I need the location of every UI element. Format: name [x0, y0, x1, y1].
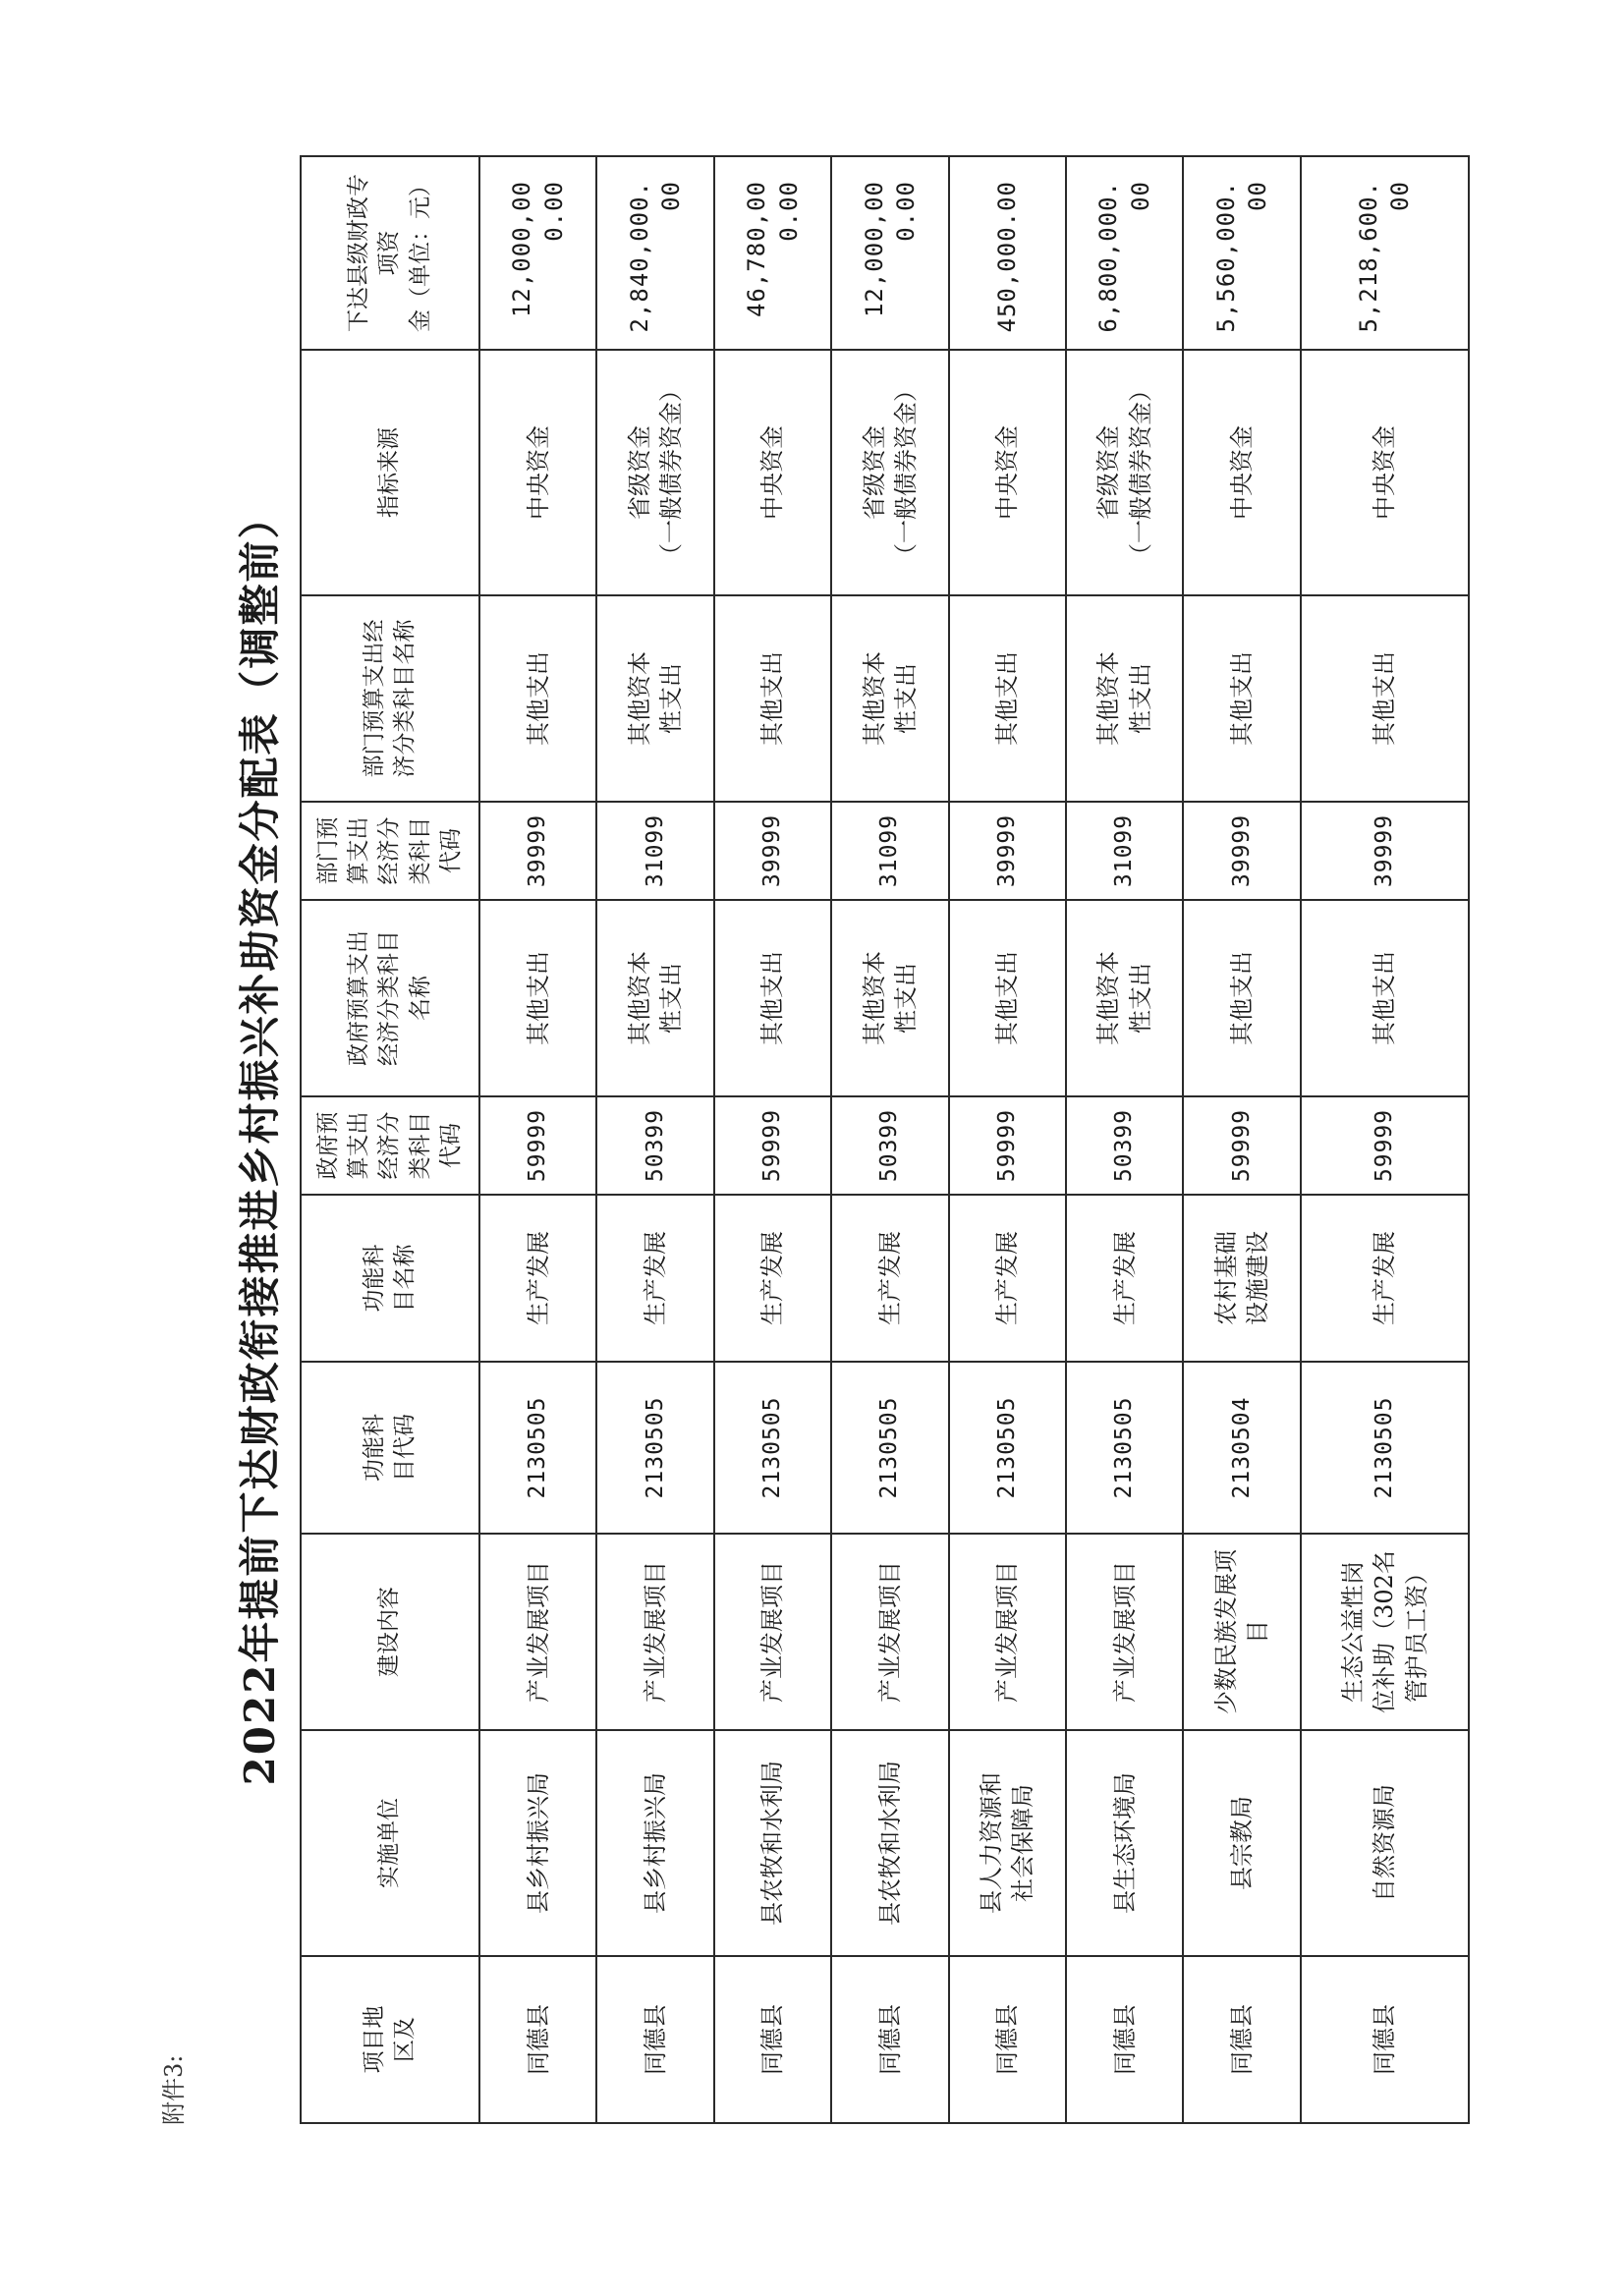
- cell-amount: 6,800,000.00: [1066, 156, 1183, 350]
- table-row: [1301, 156, 1469, 2123]
- text-line: 社会保障局: [1009, 1784, 1037, 1902]
- cell-func-code: 2130505: [831, 1362, 948, 1534]
- text-line: 其他支出: [993, 651, 1022, 746]
- cell-unit: [479, 1730, 596, 1956]
- text-line: 名称: [407, 976, 433, 1021]
- cell-content: [596, 1534, 713, 1730]
- cell-dept-code: 39999: [479, 802, 596, 900]
- text-line: 县农牧和水利局: [875, 1761, 904, 1926]
- text-line: 其他资本: [1094, 651, 1123, 746]
- text-line: 县宗教局: [1227, 1796, 1256, 1890]
- cell-gov-code: 50399: [596, 1096, 713, 1195]
- text-line: （一般债券资金）: [657, 378, 686, 567]
- cell-region: 同德县: [714, 1956, 831, 2123]
- header-row: [301, 156, 479, 2123]
- header-gov-name: [301, 900, 479, 1096]
- cell-region: 同德县: [1301, 1956, 1469, 2123]
- cell-gov-code: 59999: [949, 1096, 1066, 1195]
- text-line: 县农牧和水利局: [758, 1761, 787, 1926]
- cell-dept-code: 31099: [1066, 802, 1183, 900]
- text-line: 金（单位：元）: [407, 174, 433, 332]
- text-line: 性支出: [891, 663, 920, 734]
- text-line: 设施建设: [1244, 1231, 1272, 1325]
- cell-func-name: [714, 1195, 831, 1362]
- text-line: 中央资金: [524, 425, 552, 520]
- cell-gov-name: [831, 900, 948, 1096]
- allocation-table: [300, 155, 1470, 2124]
- text-line: 生产发展: [1371, 1231, 1399, 1325]
- cell-unit: [1301, 1730, 1469, 1956]
- text-line: 代码: [437, 828, 464, 873]
- cell-region: 同德县: [479, 1956, 596, 2123]
- cell-func-code: 2130505: [596, 1362, 713, 1534]
- cell-region: 同德县: [949, 1956, 1066, 2123]
- cell-func-name: [831, 1195, 948, 1362]
- text-line: 产业发展项目: [641, 1561, 669, 1703]
- table-row: [1183, 156, 1300, 2123]
- table-row: [479, 156, 596, 2123]
- text-line: 位补助（302名: [1371, 1550, 1399, 1713]
- text-line: 县人力资源和: [977, 1772, 1005, 1914]
- text-line: 中央资金: [758, 425, 787, 520]
- text-line: 生产发展: [1110, 1231, 1139, 1325]
- text-line: 代码: [437, 1123, 464, 1168]
- cell-source: [1301, 350, 1469, 595]
- cell-func-name: [596, 1195, 713, 1362]
- text-line: 项目地: [361, 2005, 387, 2074]
- table-row: [1066, 156, 1183, 2123]
- cell-unit: [1183, 1730, 1300, 1956]
- cell-func-code: 2130505: [1301, 1362, 1469, 1534]
- text-line: 目代码: [392, 1414, 418, 1482]
- text-line: （一般债券资金）: [1126, 378, 1154, 567]
- cell-content: [1301, 1534, 1469, 1730]
- text-line: 其他资本: [625, 651, 653, 746]
- cell-gov-name: [949, 900, 1066, 1096]
- cell-unit: [1066, 1730, 1183, 1956]
- cell-gov-name: [1183, 900, 1300, 1096]
- header-content: 建设内容: [301, 1534, 479, 1730]
- cell-source: [949, 350, 1066, 595]
- cell-content: [1066, 1534, 1183, 1730]
- header-gov-code: [301, 1096, 479, 1195]
- attachment-label: 附件3:: [160, 2054, 188, 2125]
- cell-dept-name: [479, 595, 596, 802]
- text-line: 经济分类科目: [376, 930, 403, 1066]
- text-line: 性支出: [1126, 663, 1154, 734]
- text-line: 性支出: [657, 963, 686, 1034]
- text-line: 产业发展项目: [993, 1561, 1022, 1703]
- cell-unit: [949, 1730, 1066, 1956]
- text-line: 部门预算支出经: [361, 619, 387, 778]
- text-line: 其他支出: [758, 651, 787, 746]
- text-line: 功能科: [361, 1244, 387, 1313]
- table-row: [831, 156, 948, 2123]
- cell-source: [596, 350, 713, 595]
- text-line: 政府预算支出: [346, 930, 372, 1066]
- text-line: 其他资本: [860, 951, 888, 1045]
- cell-content: [1183, 1534, 1300, 1730]
- cell-dept-code: 39999: [714, 802, 831, 900]
- text-line: 政府预: [315, 1111, 342, 1180]
- header-source: 指标来源: [301, 350, 479, 595]
- text-line: 区及: [392, 2017, 418, 2062]
- text-line: 部门预: [315, 816, 342, 885]
- cell-region: 同德县: [1183, 1956, 1300, 2123]
- cell-func-name: [1183, 1195, 1300, 1362]
- cell-gov-code: 59999: [479, 1096, 596, 1195]
- text-line: 济分类科目名称: [392, 619, 418, 778]
- text-line: 其他支出: [993, 951, 1022, 1045]
- text-line: 生产发展: [875, 1231, 904, 1325]
- header-dept-name: [301, 595, 479, 802]
- text-line: （一般债券资金）: [891, 378, 920, 567]
- text-line: 其他支出: [1227, 651, 1256, 746]
- text-line: 县乡村振兴局: [524, 1772, 552, 1914]
- text-line: 省级资金: [1094, 425, 1123, 520]
- cell-amount: 2,840,000.00: [596, 156, 713, 350]
- cell-dept-name: [1066, 595, 1183, 802]
- text-line: 性支出: [657, 663, 686, 734]
- cell-region: 同德县: [596, 1956, 713, 2123]
- cell-dept-code: 39999: [949, 802, 1066, 900]
- cell-dept-code: 31099: [596, 802, 713, 900]
- text-line: 下达县级财政专项资: [346, 174, 403, 332]
- header-unit: 实施单位: [301, 1730, 479, 1956]
- header-func-name: [301, 1195, 479, 1362]
- text-line: 中央资金: [1227, 425, 1256, 520]
- cell-amount: 5,218,600.00: [1301, 156, 1469, 350]
- page-title: 2022年提前下达财政衔接推进乡村振兴补助资金分配表（调整前）: [236, 495, 284, 1786]
- text-line: 生产发展: [524, 1231, 552, 1325]
- cell-gov-name: [479, 900, 596, 1096]
- cell-region: 同德县: [1066, 1956, 1183, 2123]
- cell-func-code: 2130505: [949, 1362, 1066, 1534]
- table-body: [479, 156, 1469, 2123]
- text-line: 产业发展项目: [524, 1561, 552, 1703]
- text-line: 其他资本: [1094, 951, 1123, 1045]
- cell-func-code: 2130505: [714, 1362, 831, 1534]
- text-line: 其他支出: [758, 951, 787, 1045]
- cell-amount: 46,780,000.00: [714, 156, 831, 350]
- text-line: 其他支出: [1371, 951, 1399, 1045]
- cell-source: [831, 350, 948, 595]
- text-line: 自然资源局: [1371, 1784, 1399, 1902]
- text-line: 类科目: [407, 816, 433, 885]
- cell-func-name: [1066, 1195, 1183, 1362]
- cell-gov-code: 59999: [1301, 1096, 1469, 1195]
- text-line: 生产发展: [993, 1231, 1022, 1325]
- text-line: 中央资金: [993, 425, 1022, 520]
- header-func-code: [301, 1362, 479, 1534]
- text-line: 功能科: [361, 1414, 387, 1482]
- cell-func-code: 2130504: [1183, 1362, 1300, 1534]
- text-line: 生产发展: [641, 1231, 669, 1325]
- cell-unit: [714, 1730, 831, 1956]
- table-row: [596, 156, 713, 2123]
- text-line: 其他支出: [1371, 651, 1399, 746]
- cell-gov-name: [1066, 900, 1183, 1096]
- cell-amount: 450,000.00: [949, 156, 1066, 350]
- cell-source: [714, 350, 831, 595]
- cell-amount: 12,000,000.00: [831, 156, 948, 350]
- cell-dept-name: [1183, 595, 1300, 802]
- cell-dept-name: [1301, 595, 1469, 802]
- text-line: 其他支出: [1227, 951, 1256, 1045]
- cell-dept-code: 39999: [1301, 802, 1469, 900]
- cell-content: [714, 1534, 831, 1730]
- cell-dept-code: 31099: [831, 802, 948, 900]
- text-line: 经济分: [376, 1111, 403, 1180]
- text-line: 产业发展项目: [758, 1561, 787, 1703]
- text-line: 农村基础: [1211, 1231, 1240, 1325]
- cell-dept-name: [714, 595, 831, 802]
- cell-source: [1183, 350, 1300, 595]
- cell-dept-name: [596, 595, 713, 802]
- text-line: 生产发展: [758, 1231, 787, 1325]
- cell-dept-code: 39999: [1183, 802, 1300, 900]
- text-line: 县生态环境局: [1110, 1772, 1139, 1914]
- text-line: 算支出: [346, 1111, 372, 1180]
- text-line: 经济分: [376, 816, 403, 885]
- cell-content: [479, 1534, 596, 1730]
- cell-gov-name: [596, 900, 713, 1096]
- cell-unit: [831, 1730, 948, 1956]
- cell-content: [831, 1534, 948, 1730]
- text-line: 省级资金: [860, 425, 888, 520]
- cell-unit: [596, 1730, 713, 1956]
- text-line: 性支出: [1126, 963, 1154, 1034]
- cell-func-code: 2130505: [1066, 1362, 1183, 1534]
- cell-gov-code: 59999: [714, 1096, 831, 1195]
- text-line: 产业发展项目: [1110, 1561, 1139, 1703]
- cell-gov-name: [1301, 900, 1469, 1096]
- cell-gov-code: 50399: [1066, 1096, 1183, 1195]
- text-line: 其他资本: [625, 951, 653, 1045]
- cell-gov-code: 59999: [1183, 1096, 1300, 1195]
- cell-source: [1066, 350, 1183, 595]
- text-line: 其他资本: [860, 651, 888, 746]
- table-row: [949, 156, 1066, 2123]
- text-line: 生态公益性岗: [1338, 1561, 1367, 1703]
- cell-func-code: 2130505: [479, 1362, 596, 1534]
- cell-amount: 5,560,000.00: [1183, 156, 1300, 350]
- cell-func-name: [1301, 1195, 1469, 1362]
- text-line: 县乡村振兴局: [641, 1772, 669, 1914]
- text-line: 产业发展项目: [875, 1561, 904, 1703]
- cell-func-name: [949, 1195, 1066, 1362]
- header-amount: [301, 156, 479, 350]
- text-line: 算支出: [346, 816, 372, 885]
- cell-content: [949, 1534, 1066, 1730]
- text-line: 少数民族发展项目: [1211, 1549, 1272, 1714]
- cell-region: 同德县: [831, 1956, 948, 2123]
- text-line: 省级资金: [625, 425, 653, 520]
- cell-gov-code: 50399: [831, 1096, 948, 1195]
- text-line: 类科目: [407, 1111, 433, 1180]
- table-row: [714, 156, 831, 2123]
- cell-func-name: [479, 1195, 596, 1362]
- cell-dept-name: [831, 595, 948, 802]
- text-line: 其他支出: [524, 951, 552, 1045]
- cell-gov-name: [714, 900, 831, 1096]
- text-line: 目名称: [392, 1244, 418, 1313]
- header-dept-code: [301, 802, 479, 900]
- text-line: 其他支出: [524, 651, 552, 746]
- text-line: 中央资金: [1371, 425, 1399, 520]
- cell-dept-name: [949, 595, 1066, 802]
- text-line: 管护员工资）: [1402, 1561, 1430, 1703]
- text-line: 性支出: [891, 963, 920, 1034]
- header-region: [301, 1956, 479, 2123]
- cell-amount: 12,000,000.00: [479, 156, 596, 350]
- cell-source: [479, 350, 596, 595]
